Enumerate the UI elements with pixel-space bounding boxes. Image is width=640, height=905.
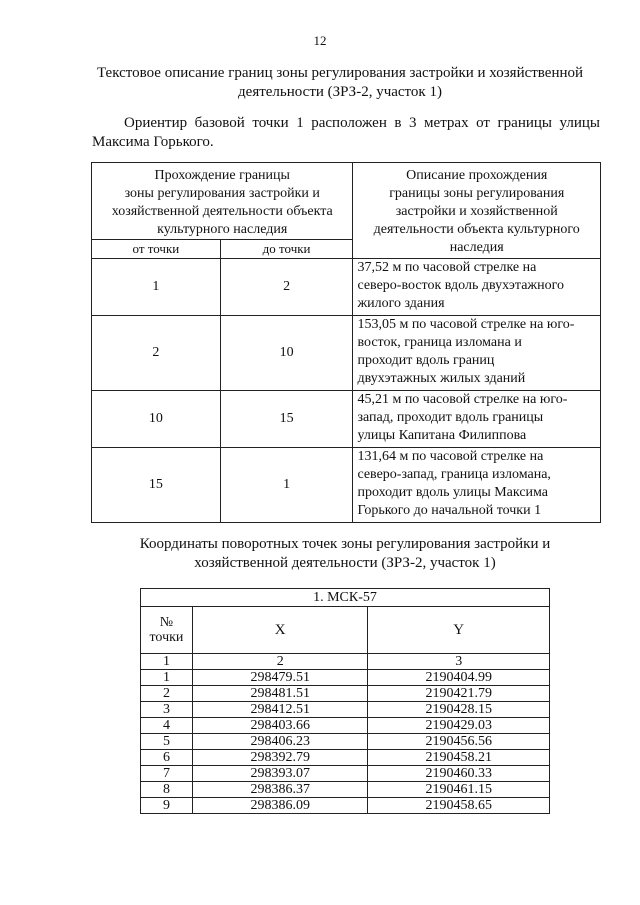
header-line: застройки и хозяйственной <box>395 204 558 219</box>
column-number-row <box>141 654 550 670</box>
x-cell: 298481.51 <box>192 686 368 702</box>
heading-line: Координаты поворотных точек зоны регулирования застройки и <box>139 536 551 552</box>
description-line: северо-запад, граница изломана, <box>357 467 551 482</box>
description-line: двухэтажных жилых зданий <box>357 371 526 386</box>
header-line: хозяйственной деятельности объекта <box>111 204 333 219</box>
description-line: проходит вдоль улицы Максима <box>357 485 549 500</box>
table-row <box>141 734 550 750</box>
header-x: X <box>192 607 368 654</box>
heading <box>90 64 590 102</box>
base-point-paragraph: Ориентир базовой точки 1 расположен в 3 метрах от границы улицы Максима Горького. <box>92 115 600 150</box>
heading-line: хозяйственной деятельности (ЗРЗ-2, участок 1) <box>194 555 496 571</box>
description-line: жилого здания <box>357 296 445 311</box>
to-point-cell: 15 <box>220 391 353 448</box>
description-cell <box>353 259 601 316</box>
table-row <box>141 766 550 782</box>
description-line: 153,05 м по часовой стрелке на юго- <box>357 317 575 332</box>
from-point-cell: 1 <box>92 259 221 316</box>
coordinates-heading <box>110 535 580 573</box>
from-point-cell: 10 <box>92 391 221 448</box>
table-row <box>92 391 601 448</box>
x-cell: 298403.66 <box>192 718 368 734</box>
header-line: границы зоны регулирования <box>389 186 565 201</box>
x-cell: 298412.51 <box>192 702 368 718</box>
x-cell: 298386.09 <box>192 798 368 814</box>
to-point-cell: 1 <box>220 448 353 523</box>
header-point-number <box>141 607 193 654</box>
header-boundary-description <box>353 163 601 259</box>
point-number-cell: 1 <box>141 670 193 686</box>
table-row <box>141 718 550 734</box>
column-number: 3 <box>368 654 550 670</box>
header-line: Описание прохождения <box>406 168 548 183</box>
table-row <box>141 782 550 798</box>
header-to-point: до точки <box>220 240 353 259</box>
point-number-cell: 4 <box>141 718 193 734</box>
description-cell <box>353 448 601 523</box>
x-cell: 298392.79 <box>192 750 368 766</box>
description-line: 37,52 м по часовой стрелке на <box>357 260 537 275</box>
y-cell: 2190404.99 <box>368 670 550 686</box>
y-cell: 2190429.03 <box>368 718 550 734</box>
heading-line: деятельности (ЗРЗ-2, участок 1) <box>238 84 442 100</box>
table-row <box>141 686 550 702</box>
header-line: деятельности объекта культурного <box>373 222 580 237</box>
point-number-cell: 6 <box>141 750 193 766</box>
to-point-cell: 10 <box>220 316 353 391</box>
point-number-cell: 8 <box>141 782 193 798</box>
description-cell <box>353 316 601 391</box>
point-number-cell: 3 <box>141 702 193 718</box>
table-row <box>141 798 550 814</box>
y-cell: 2190458.21 <box>368 750 550 766</box>
table-row <box>92 448 601 523</box>
point-number-cell: 5 <box>141 734 193 750</box>
column-number: 2 <box>192 654 368 670</box>
point-number-cell: 7 <box>141 766 193 782</box>
header-line: Прохождение границы <box>154 168 290 183</box>
table-row <box>141 702 550 718</box>
x-cell: 298479.51 <box>192 670 368 686</box>
x-cell: 298386.37 <box>192 782 368 798</box>
header-line: культурного наследия <box>157 222 288 237</box>
x-cell: 298393.07 <box>192 766 368 782</box>
description-line: улицы Капитана Филиппова <box>357 428 527 443</box>
boundary-description-table <box>91 162 601 523</box>
point-number-cell: 2 <box>141 686 193 702</box>
header-line: зоны регулирования застройки и <box>124 186 320 201</box>
y-cell: 2190460.33 <box>368 766 550 782</box>
table-row <box>92 259 601 316</box>
column-number: 1 <box>141 654 193 670</box>
y-cell: 2190421.79 <box>368 686 550 702</box>
from-point-cell: 2 <box>92 316 221 391</box>
to-point-cell: 2 <box>220 259 353 316</box>
description-line: запад, проходит вдоль границы <box>357 410 544 425</box>
header-from-point: от точки <box>92 240 221 259</box>
header-line: № <box>159 615 174 630</box>
point-number-cell: 9 <box>141 798 193 814</box>
header-y: Y <box>368 607 550 654</box>
y-cell: 2190458.65 <box>368 798 550 814</box>
coordinate-system-label: 1. МСК-57 <box>141 589 550 607</box>
heading-line: Текстовое описание границ зоны регулирования застройки и хозяйственной <box>96 65 584 81</box>
table-row <box>141 670 550 686</box>
description-line: восток, граница изломана и <box>357 335 522 350</box>
from-point-cell: 15 <box>92 448 221 523</box>
description-line: проходит вдоль границ <box>357 353 495 368</box>
description-line: 131,64 м по часовой стрелке на <box>357 449 544 464</box>
description-line: 45,21 м по часовой стрелке на юго- <box>357 392 568 407</box>
table-row <box>92 316 601 391</box>
header-boundary-passage <box>92 163 353 240</box>
coordinates-table <box>140 588 550 814</box>
header-line: точки <box>149 630 184 645</box>
description-line: северо-восток вдоль двухэтажного <box>357 278 564 293</box>
description-cell <box>353 391 601 448</box>
y-cell: 2190461.15 <box>368 782 550 798</box>
y-cell: 2190456.56 <box>368 734 550 750</box>
y-cell: 2190428.15 <box>368 702 550 718</box>
page-number: 12 <box>313 33 327 48</box>
description-line: Горького до начальной точки 1 <box>357 503 542 518</box>
x-cell: 298406.23 <box>192 734 368 750</box>
header-line: наследия <box>449 240 504 255</box>
table-row <box>141 750 550 766</box>
